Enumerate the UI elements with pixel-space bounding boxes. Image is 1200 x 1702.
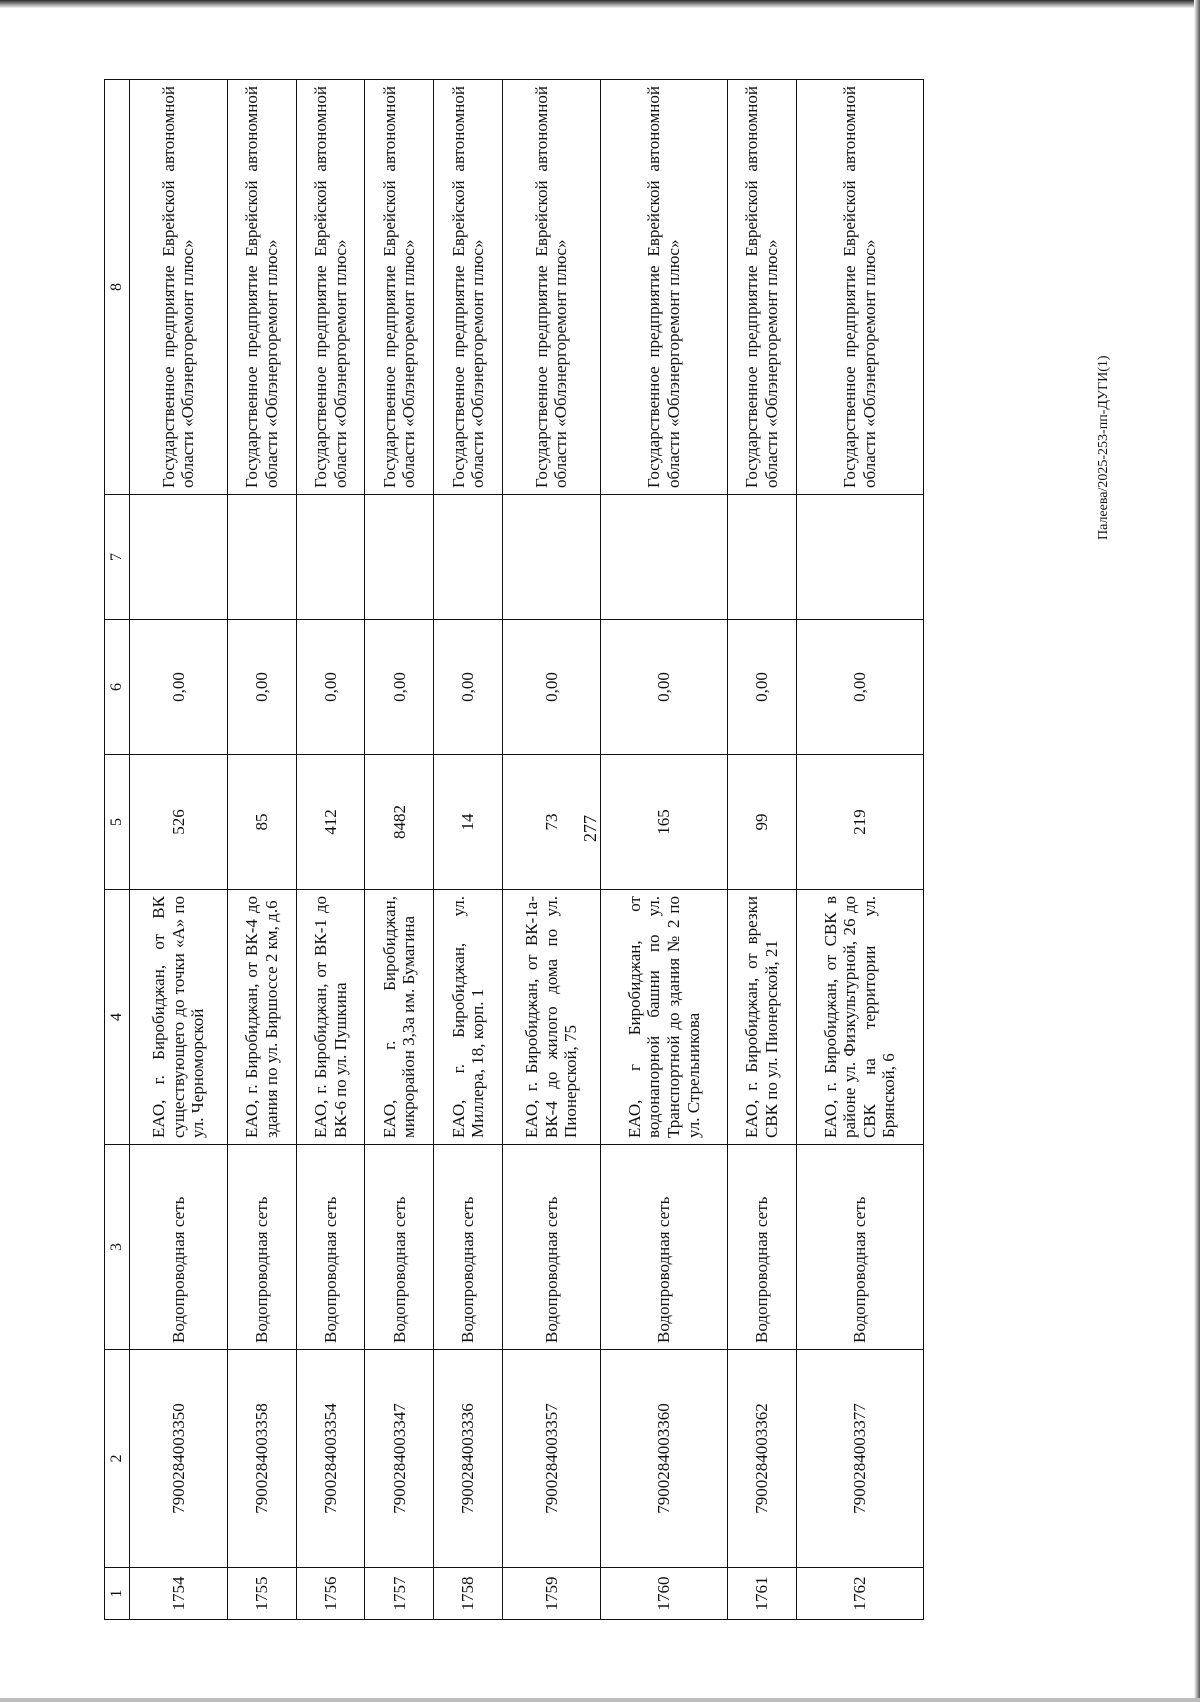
column-header: 8: [105, 80, 130, 495]
value-cell: 0,00: [434, 620, 503, 755]
owner-cell: Государственное предприятие Еврейской автономной области «Облэнергоремонт плюс»: [296, 80, 365, 495]
object-type-cell: Водопроводная сеть: [503, 1145, 601, 1350]
column-header: 4: [105, 890, 130, 1145]
length-cell: 165: [600, 755, 727, 890]
cadastral-number-cell: 7900284003357: [503, 1350, 601, 1568]
length-cell: 219: [796, 755, 923, 890]
row-number-cell: 1762: [796, 1568, 923, 1620]
row-number-cell: 1757: [365, 1568, 434, 1620]
table-header-row: [105, 80, 130, 1620]
row-number-cell: 1755: [227, 1568, 296, 1620]
object-type-cell: Водопроводная сеть: [600, 1145, 727, 1350]
table-row: [227, 80, 296, 1620]
registry-table: [104, 79, 924, 1620]
registry-table-container: [104, 80, 924, 1620]
empty-cell: [600, 495, 727, 620]
cadastral-number-cell: 7900284003358: [227, 1350, 296, 1568]
length-cell: 73: [503, 755, 601, 890]
scan-edge-right: [1194, 0, 1200, 1702]
address-cell: ЕАО, г. Биробиджан, от СВК в районе ул. Физкультурной, 26 до СВК на территории ул. Брянской, 6: [796, 890, 923, 1145]
object-type-cell: Водопроводная сеть: [796, 1145, 923, 1350]
scan-edge-top: [0, 0, 1200, 8]
cadastral-number-cell: 7900284003350: [130, 1350, 228, 1568]
document-footer-code: Палеева/2025-253-пп-ДУГИ(1): [1096, 355, 1111, 540]
cadastral-number-cell: 7900284003347: [365, 1350, 434, 1568]
object-type-cell: Водопроводная сеть: [227, 1145, 296, 1350]
object-type-cell: Водопроводная сеть: [728, 1145, 797, 1350]
table-row: [296, 80, 365, 1620]
empty-cell: [728, 495, 797, 620]
length-cell: 8482: [365, 755, 434, 890]
address-cell: ЕАО, г. Биробиджан, от ВК-1а-ВК-4 до жилого дома по ул. Пионерской, 75: [503, 890, 601, 1145]
address-cell: ЕАО, г. Биробиджан, от врезки СВК по ул. Пионерской, 21: [728, 890, 797, 1145]
scan-edge-bottom: [0, 1698, 1200, 1702]
cadastral-number-cell: 7900284003360: [600, 1350, 727, 1568]
empty-cell: [434, 495, 503, 620]
object-type-cell: Водопроводная сеть: [296, 1145, 365, 1350]
address-cell: ЕАО, г. Биробиджан, от ВК-1 до ВК-6 по ул. Пушкина: [296, 890, 365, 1145]
value-cell: 0,00: [728, 620, 797, 755]
owner-cell: Государственное предприятие Еврейской автономной области «Облэнергоремонт плюс»: [365, 80, 434, 495]
value-cell: 0,00: [365, 620, 434, 755]
column-header: 2: [105, 1350, 130, 1568]
table-row: [434, 80, 503, 1620]
table-row: [600, 80, 727, 1620]
table-row: [130, 80, 228, 1620]
empty-cell: [796, 495, 923, 620]
empty-cell: [296, 495, 365, 620]
value-cell: 0,00: [296, 620, 365, 755]
cadastral-number-cell: 7900284003377: [796, 1350, 923, 1568]
column-header: 5: [105, 755, 130, 890]
column-header: 1: [105, 1568, 130, 1620]
length-cell: 412: [296, 755, 365, 890]
address-cell: ЕАО, г. Биробиджан, от ВК существующего до точки «А» по ул. Черноморской: [130, 890, 228, 1145]
object-type-cell: Водопроводная сеть: [434, 1145, 503, 1350]
row-number-cell: 1759: [503, 1568, 601, 1620]
length-cell: 14: [434, 755, 503, 890]
empty-cell: [503, 495, 601, 620]
column-header: 3: [105, 1145, 130, 1350]
length-cell: 85: [227, 755, 296, 890]
empty-cell: [365, 495, 434, 620]
value-cell: 0,00: [796, 620, 923, 755]
row-number-cell: 1758: [434, 1568, 503, 1620]
object-type-cell: Водопроводная сеть: [130, 1145, 228, 1350]
address-cell: ЕАО, г Биробиджан, от водонапорной башни по ул. Транспортной до здания № 2 по ул. Стрельникова: [600, 890, 727, 1145]
row-number-cell: 1761: [728, 1568, 797, 1620]
length-cell: 99: [728, 755, 797, 890]
owner-cell: Государственное предприятие Еврейской автономной области «Облэнергоремонт плюс»: [600, 80, 727, 495]
length-cell: 526: [130, 755, 228, 890]
column-header: 6: [105, 620, 130, 755]
table-row: [796, 80, 923, 1620]
value-cell: 0,00: [227, 620, 296, 755]
value-cell: 0,00: [130, 620, 228, 755]
owner-cell: Государственное предприятие Еврейской автономной области «Облэнергоремонт плюс»: [227, 80, 296, 495]
column-header: 7: [105, 495, 130, 620]
owner-cell: Государственное предприятие Еврейской автономной области «Облэнергоремонт плюс»: [434, 80, 503, 495]
cadastral-number-cell: 7900284003354: [296, 1350, 365, 1568]
address-cell: ЕАО, г. Биробиджан, микрорайон 3,3а им. Бумагина: [365, 890, 434, 1145]
owner-cell: Государственное предприятие Еврейской автономной области «Облэнергоремонт плюс»: [796, 80, 923, 495]
empty-cell: [130, 495, 228, 620]
table-row: [728, 80, 797, 1620]
table-row: [365, 80, 434, 1620]
empty-cell: [227, 495, 296, 620]
cadastral-number-cell: 7900284003362: [728, 1350, 797, 1568]
row-number-cell: 1760: [600, 1568, 727, 1620]
address-cell: ЕАО, г. Биробиджан, ул. Миллера, 18, корп. 1: [434, 890, 503, 1145]
row-number-cell: 1754: [130, 1568, 228, 1620]
page-number: 277: [580, 815, 600, 842]
value-cell: 0,00: [600, 620, 727, 755]
address-cell: ЕАО, г. Биробиджан, от ВК-4 до здания по ул. Биршоссе 2 км, д.6: [227, 890, 296, 1145]
owner-cell: Государственное предприятие Еврейской автономной области «Облэнергоремонт плюс»: [503, 80, 601, 495]
row-number-cell: 1756: [296, 1568, 365, 1620]
table-row: [503, 80, 601, 1620]
owner-cell: Государственное предприятие Еврейской автономной области «Облэнергоремонт плюс»: [728, 80, 797, 495]
cadastral-number-cell: 7900284003336: [434, 1350, 503, 1568]
owner-cell: Государственное предприятие Еврейской автономной области «Облэнергоремонт плюс»: [130, 80, 228, 495]
object-type-cell: Водопроводная сеть: [365, 1145, 434, 1350]
value-cell: 0,00: [503, 620, 601, 755]
